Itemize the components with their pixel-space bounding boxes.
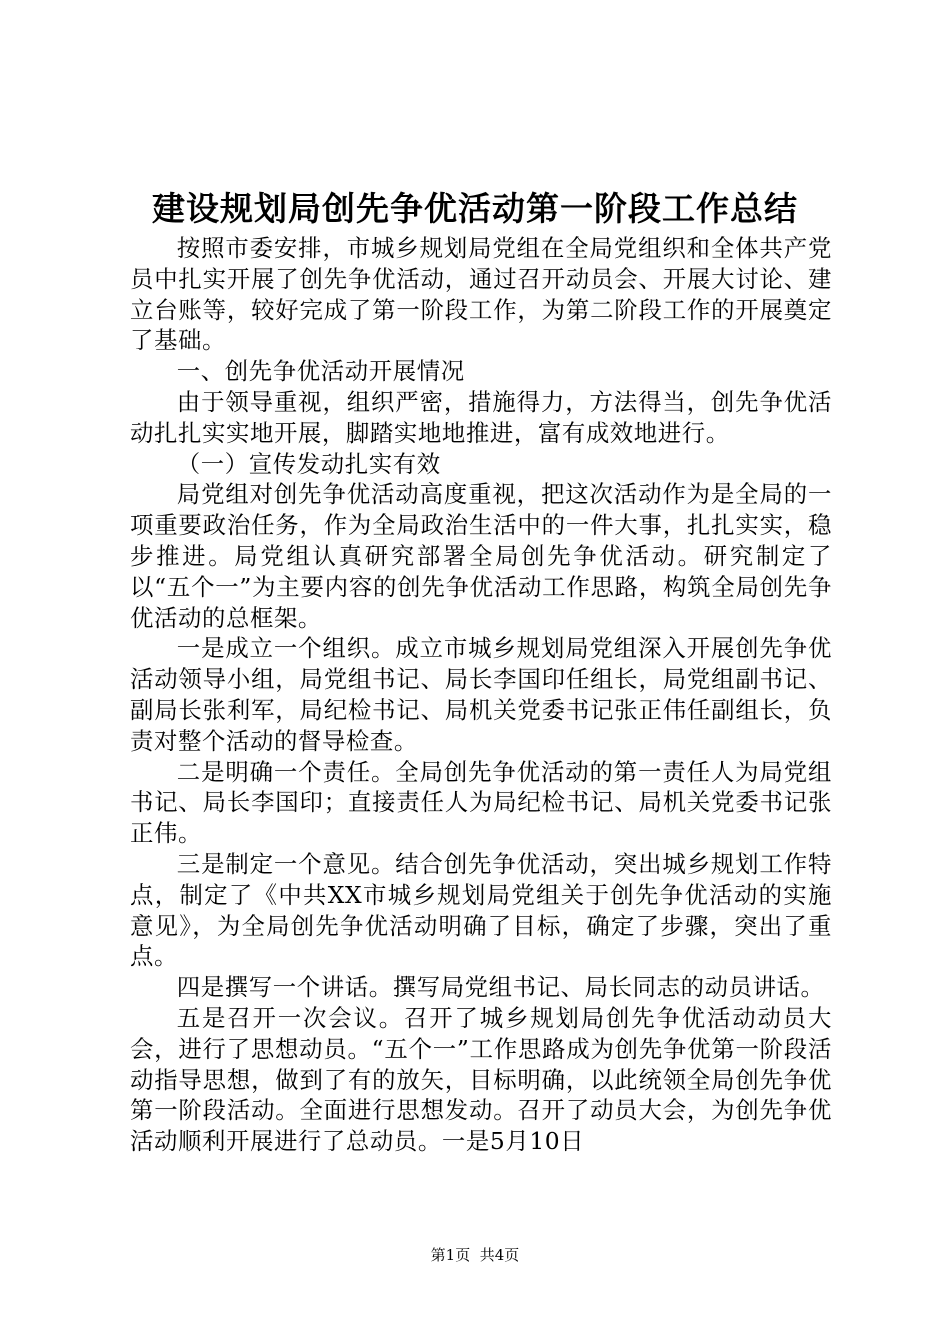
document-body <box>130 233 832 1157</box>
paragraph-intro: 按照市委安排，市城乡规划局党组在全局党组织和全体共产党员中扎实开展了创先争优活动，通过召开动员会、开展大讨论、建立台账等，较好完成了第一阶段工作，为第二阶段工作的开展奠定了基础。 <box>130 234 832 355</box>
paragraph-item-1: 一是成立一个组织。成立市城乡规划局党组深入开展创先争优活动领导小组，局党组书记、局长李国印任组长，局党组副书记、副局长张利军，局纪检书记、局机关党委书记张正伟任副组长，负责对整个活动的督导检查。 <box>130 634 832 755</box>
paragraph-item-3: 三是制定一个意见。结合创先争优活动，突出城乡规划工作特点，制定了《中共XX市城乡规划局党组关于创先争优活动的实施意见》，为全局创先争优活动明确了目标，确定了步骤，突出了重点。 <box>130 849 832 971</box>
paragraph-item-5: 五是召开一次会议。召开了城乡规划局创先争优活动动员大会，进行了思想动员。“五个一”工作思路成为创先争优第一阶段活动指导思想，做到了有的放矢，目标明确，以此统领全局创先争优第一阶段活动。全面进行思想发动。召开了动员大会，为创先争优活动顺利开展进行了总动员。一是5月10日 <box>130 1003 832 1156</box>
paragraph-item-2: 二是明确一个责任。全局创先争优活动的第一责任人为局党组书记、局长李国印；直接责任人为局纪检书记、局机关党委书记张正伟。 <box>130 757 832 848</box>
document-title: 建设规划局创先争优活动第一阶段工作总结 <box>152 189 798 228</box>
paragraph-party-group: 局党组对创先争优活动高度重视，把这次活动作为是全局的一项重要政治任务，作为全局政治生活中的一件大事，扎扎实实，稳步推进。局党组认真研究部署全局创先争优活动。研究制定了以“五个一”为主要内容的创先争优活动工作思路，构筑全局创先争优活动的总框架。 <box>130 480 832 632</box>
page-footer <box>0 1245 950 1265</box>
paragraph-item-4: 四是撰写一个讲话。撰写局党组书记、局长同志的动员讲话。 <box>176 973 825 1002</box>
page-number: 第1页 <box>430 1246 471 1264</box>
subsection-heading-1: （一）宣传发动扎实有效 <box>176 449 441 478</box>
paragraph-overview: 由于领导重视，组织严密，措施得力，方法得当，创先争优活动扎扎实实地开展，脚踏实地地推进，富有成效地进行。 <box>130 387 832 447</box>
page-total: 共4页 <box>479 1246 520 1264</box>
section-heading-1: 一、创先争优活动开展情况 <box>176 357 465 386</box>
